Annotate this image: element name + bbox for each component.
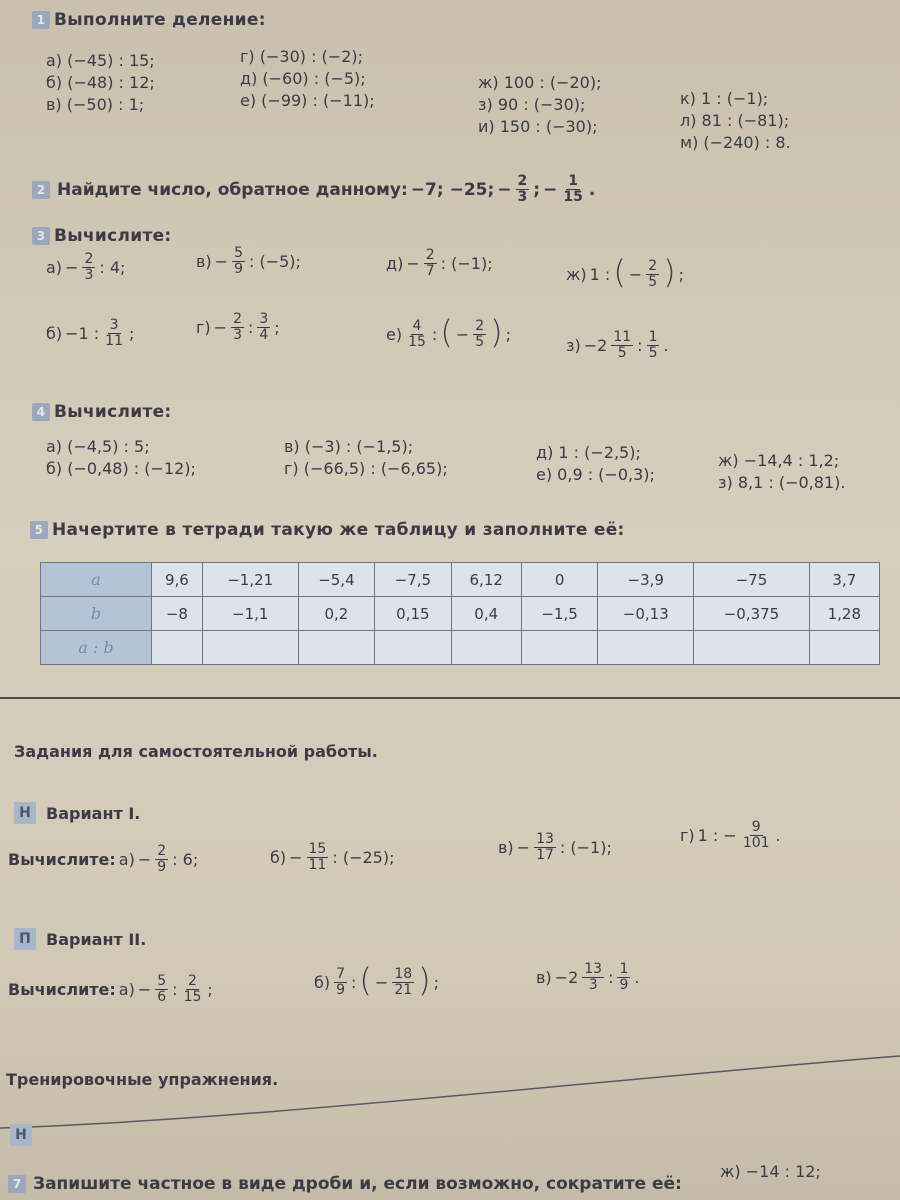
item: а) (−45) : 15; [46, 51, 155, 70]
item: д) (−60) : (−5); [240, 69, 366, 88]
exercise-5-heading: 5 Начертите в тетради такую же таблицу и заполните её: [30, 520, 625, 540]
exercise-2: 2 Найдите число, обратное данному: −7; −25; − $\frac{2}{3}$ ; − $\frac{1}{15}$ . [32, 174, 595, 205]
item: з) 90 : (−30); [478, 95, 586, 114]
exercise-3-heading: 3 Вычислите: [32, 226, 172, 246]
exercise-number: 2 [32, 181, 50, 199]
level-badge: Н [14, 802, 36, 824]
item: г) (−30) : (−2); [240, 47, 364, 66]
exercise-4-col-3: д) 1 : (−2,5); е) 0,9 : (−0,3); [536, 443, 655, 484]
variant-2-title: Вариант II. [46, 930, 147, 949]
exercise-1-col-3 [478, 72, 601, 138]
variant-2-b: б) $\frac{7}{9}$ : ( − $\frac{18}{21}$ ) ; [314, 961, 440, 999]
item: и) 150 : (−30); [478, 117, 598, 136]
variant-2-v: в) −2 $\frac{13}{3}$ : $\frac{1}{9}$ . [536, 961, 640, 993]
decorative-curve [0, 1050, 900, 1130]
exercise-3-v: в) − $\frac{5}{9}$ : (−5); [196, 245, 301, 277]
variant-1-g: г) 1 : − $\frac{9}{101}$ . [680, 819, 781, 851]
exercise-7-item-zh: ж) −14 : 12; [720, 1162, 821, 1181]
variant-1-a: Вычислите: а) − $\frac{2}{9}$ : 6; [8, 843, 199, 875]
self-work-title: Задания для самостоятельной работы. [14, 742, 378, 761]
exercise-7: 7 Запишите частное в виде дроби и, если возможно, сократите её: [8, 1174, 682, 1194]
level-badge: П [14, 928, 36, 950]
exercise-1-col-1 [46, 50, 155, 116]
exercise-3-z: з) −2 $\frac{11}{5}$ : $\frac{1}{5}$ . [566, 329, 669, 361]
item: б) (−48) : 12; [46, 73, 155, 92]
variant-1-v: в) − $\frac{13}{17}$ : (−1); [498, 831, 612, 863]
exercise-5-table [40, 562, 880, 665]
exercise-1-col-2 [240, 46, 375, 112]
item: к) 1 : (−1); [680, 89, 769, 108]
table-row-b: b −8 −1,1 0,2 0,15 0,4 −1,5 −0,13 −0,375 1,28 [41, 597, 880, 631]
variant-1-title: Вариант I. [46, 804, 141, 823]
exercise-3-a: а) − $\frac{2}{3}$ : 4; [46, 251, 126, 283]
item: л) 81 : (−81); [680, 111, 790, 130]
values: −7; −25; [410, 179, 495, 200]
training-title: Тренировочные упражнения. [6, 1070, 279, 1089]
variant-1-b: б) − $\frac{15}{11}$ : (−25); [270, 841, 395, 873]
item: е) (−99) : (−11); [240, 91, 375, 110]
exercise-number: 1 [32, 11, 50, 29]
item: в) (−50) : 1; [46, 95, 145, 114]
fraction: $\frac{1}{15}$ [563, 173, 583, 205]
exercise-4-col-4: ж) −14,4 : 1,2; з) 8,1 : (−0,81). [718, 451, 846, 492]
exercise-3-d: д) − $\frac{2}{7}$ : (−1); [386, 247, 493, 279]
exercise-3-b: б) −1 : $\frac{3}{11}$ ; [46, 317, 135, 349]
exercise-3-zh: ж) 1 : ( − $\frac{2}{5}$ ) ; [566, 253, 684, 291]
exercise-3-g: г) − $\frac{2}{3}$ : $\frac{3}{4}$ ; [196, 311, 280, 343]
table-row-quotient: a : b [41, 631, 880, 665]
section-divider [0, 697, 900, 699]
exercise-4-col-2: в) (−3) : (−1,5); г) (−66,5) : (−6,65); [284, 437, 448, 478]
table-row-a: a 9,6 −1,21 −5,4 −7,5 6,12 0 −3,9 −75 3,7 [41, 563, 880, 597]
exercise-3-e: е) $\frac{4}{15}$ : ( − $\frac{2}{5}$ ) ; [386, 313, 511, 351]
item: м) (−240) : 8. [680, 133, 791, 152]
variant-2-a: Вычислите: а) − $\frac{5}{6}$ : $\frac{2}{15}$ ; [8, 973, 213, 1005]
level-badge: Н [10, 1124, 32, 1146]
fraction: $\frac{2}{3}$ [517, 173, 528, 205]
exercise-4-heading: 4 Вычислите: [32, 402, 172, 422]
exercise-title: Выполните деление: [54, 10, 266, 30]
exercise-4-col-1: а) (−4,5) : 5; б) (−0,48) : (−12); [46, 437, 196, 478]
item: ж) 100 : (−20); [478, 73, 602, 92]
exercise-title: Найдите число, обратное данному: [57, 179, 408, 200]
exercise-1-heading [32, 10, 266, 30]
exercise-1-col-4 [680, 88, 791, 154]
